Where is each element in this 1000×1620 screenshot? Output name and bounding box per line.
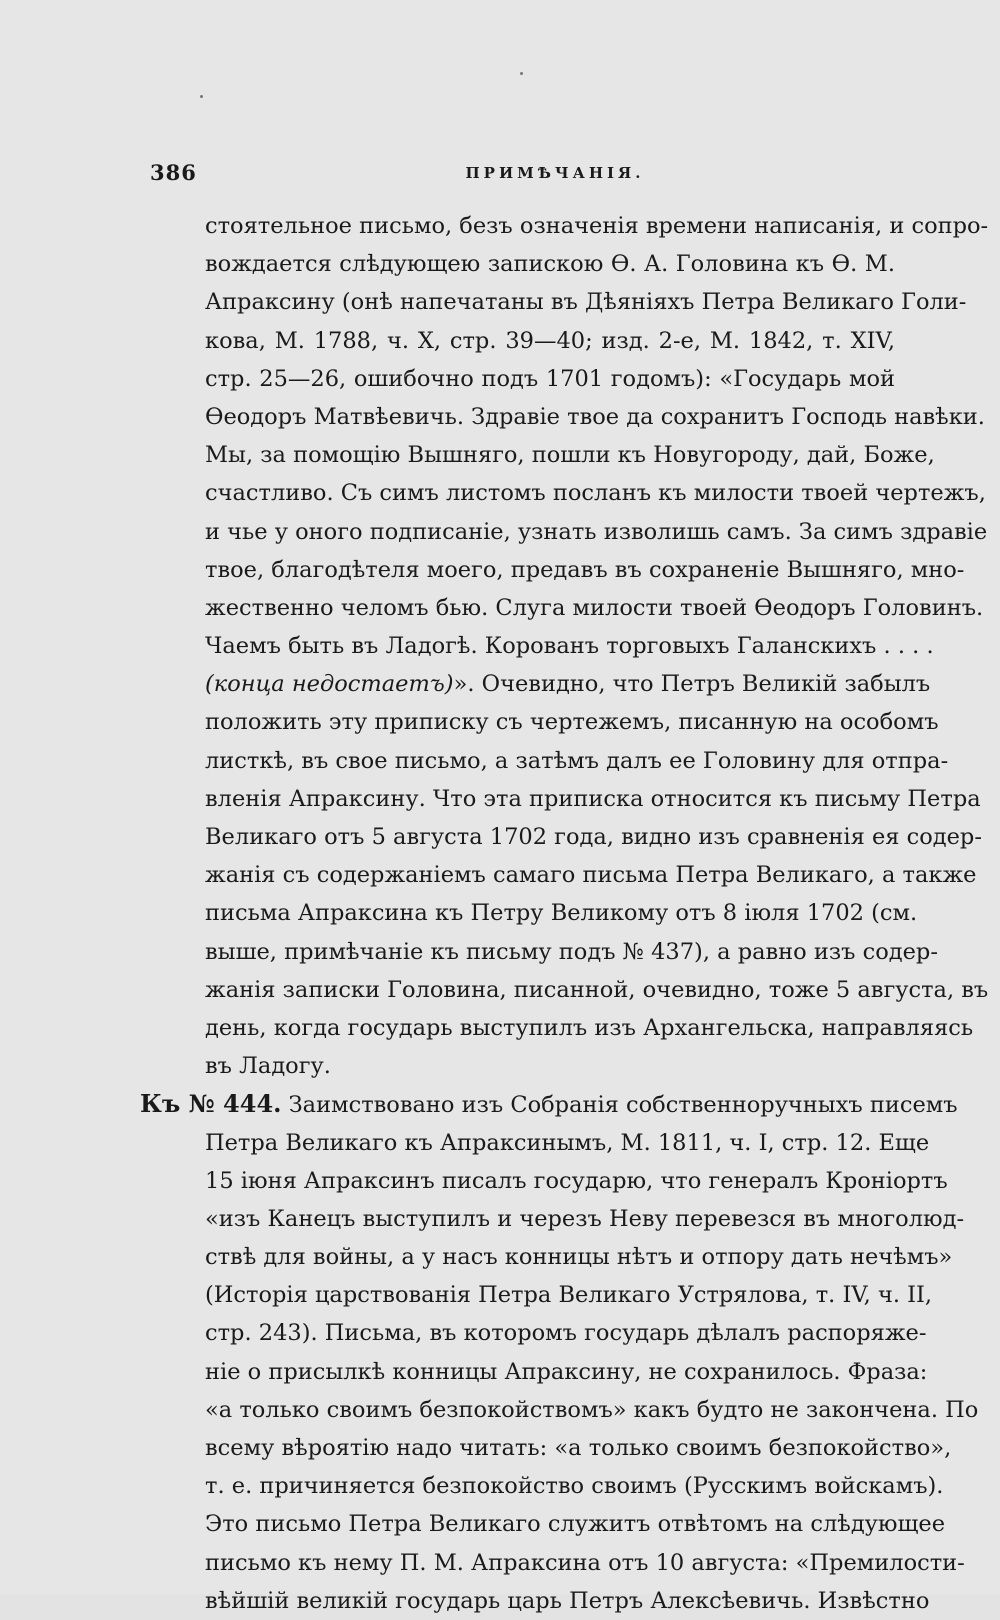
page-header <box>150 160 890 190</box>
text-line: Апраксину (онѣ напечатаны въ Дѣяніяхъ Петра Великаго Голи- <box>205 289 967 316</box>
text-line: кова, М. 1788, ч. X, стр. 39—40; изд. 2-е, М. 1842, т. XIV, <box>205 327 895 354</box>
text-line: Мы, за помощію Вышняго, пошли къ Новугороду, дай, Боже, <box>205 442 935 469</box>
text-line: 15 іюня Апраксинъ писалъ государю, что генералъ Кроніортъ <box>205 1167 948 1194</box>
text-line: т. е. причиняется безпокойство своимъ (Русскимъ войскамъ). <box>205 1473 944 1500</box>
text-line: положить эту приписку съ чертежемъ, писанную на особомъ <box>205 709 939 736</box>
text-line: стр. 243). Письма, въ которомъ государь дѣлалъ распоряже- <box>205 1320 927 1347</box>
text-line: жанія съ содержаніемъ самаго письма Петра Великаго, а также <box>205 862 977 889</box>
text-line: вленія Апраксину. Что эта приписка относится къ письму Петра <box>205 785 981 812</box>
text-line: листкѣ, въ свое письмо, а затѣмъ далъ ее Головину для отпра- <box>205 747 949 774</box>
italic-fragment: (конца недостаетъ) <box>205 671 454 698</box>
text-line: жественно челомъ бью. Слуга милости твоей Ѳеодоръ Головинъ. <box>205 594 984 621</box>
text-line: день, когда государь выступилъ изъ Архангельска, направляясь <box>205 1014 974 1041</box>
text-line: Чаемъ быть въ Ладогѣ. Корованъ торговыхъ Галанскихъ . . . . <box>205 633 934 660</box>
text-line: ніе о присылкѣ конницы Апраксину, не сохранилось. Фраза: <box>205 1358 928 1385</box>
text-line: стоятельное письмо, безъ означенія времени написанія, и сопро- <box>205 213 989 239</box>
text-line: (конца недостаетъ)». Очевидно, что Петръ Великій забылъ <box>205 671 931 698</box>
text-line: счастливо. Съ симъ листомъ посланъ къ милости твоей чертежъ, <box>205 480 986 507</box>
text-line: «а только своимъ безпокойствомъ» какъ будто не закончена. По <box>205 1396 979 1423</box>
text-line: стр. 25—26, ошибочно подъ 1701 годомъ): «Государь мой <box>205 365 895 392</box>
running-head: ПРИМѢЧАНІЯ. <box>465 164 645 182</box>
text-line: выше, примѣчаніе къ письму подъ № 437), а равно изъ содер- <box>205 938 938 965</box>
body-text <box>140 207 989 1620</box>
text-line: Это письмо Петра Великаго служитъ отвѣтомъ на слѣдующее <box>205 1511 946 1538</box>
speck <box>520 72 523 75</box>
note-444-text: Заимствовано изъ Собранія собственноручныхъ писемъ <box>288 1092 958 1119</box>
text-line: всему вѣроятію надо читать: «а только своимъ безпокойство», <box>205 1435 952 1461</box>
text-line: Великаго отъ 5 августа 1702 года, видно изъ сравненія ея содер- <box>205 824 982 850</box>
text-line: вѣйшій великій государь царь Петръ Алексѣевичь. Извѣстно <box>205 1587 930 1614</box>
text-line: твое, благодѣтеля моего, предавъ въ сохраненіе Вышняго, мно- <box>205 556 965 583</box>
text-line: (Исторія царствованія Петра Великаго Устрялова, т. IV, ч. II, <box>205 1282 933 1309</box>
text-line: и чье у оного подписаніе, узнать изволишь самъ. За симъ здравіе <box>205 518 988 545</box>
page-number: 386 <box>150 160 197 185</box>
text-line: «изъ Канецъ выступилъ и черезъ Неву перевезся въ многолюд- <box>205 1205 965 1232</box>
note-444-first-line <box>140 1085 958 1123</box>
note-444-label: Къ № 444. <box>140 1089 282 1119</box>
text-line: Ѳеодоръ Матвѣевичь. Здравіе твое да сохранитъ Господь навѣки. <box>205 403 985 430</box>
text-line: ствѣ для войны, а у насъ конницы нѣтъ и отпору дать нечѣмъ» <box>205 1244 953 1271</box>
text-line: въ Ладогу. <box>205 1053 331 1080</box>
text-line: Петра Великаго къ Апраксинымъ, М. 1811, ч. I, стр. 12. Еще <box>205 1129 930 1156</box>
text-line: вождается слѣдующею запискою Ѳ. А. Головина къ Ѳ. М. <box>205 251 895 278</box>
text-line: письмо къ нему П. М. Апраксина отъ 10 августа: «Премилости- <box>205 1549 965 1576</box>
text-line: письма Апраксина къ Петру Великому отъ 8 іюля 1702 (см. <box>205 900 918 927</box>
text-line: жанія записки Головина, писанной, очевидно, тоже 5 августа, въ <box>205 976 989 1003</box>
speck <box>200 95 203 98</box>
